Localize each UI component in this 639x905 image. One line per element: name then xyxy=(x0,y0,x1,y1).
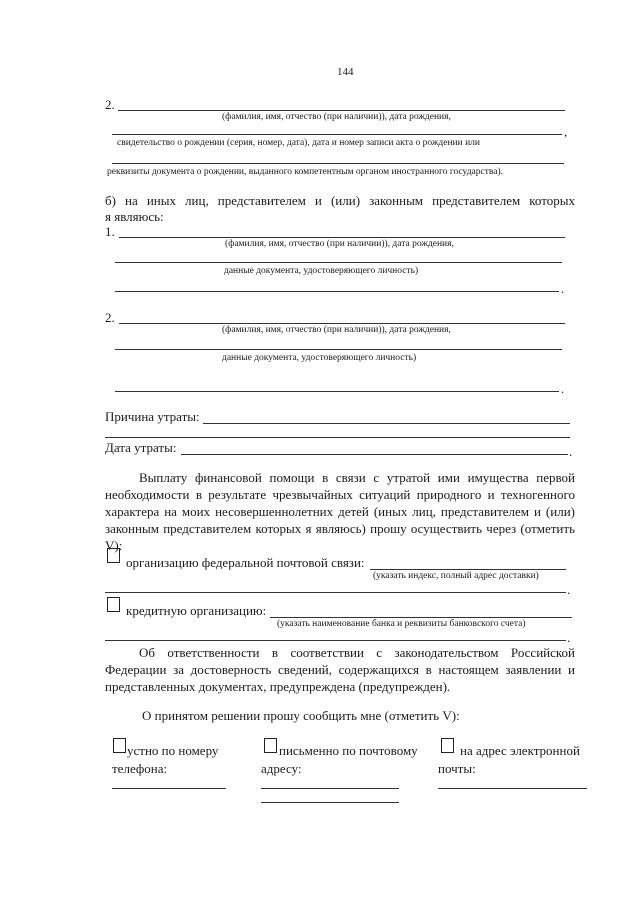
certificate-field[interactable] xyxy=(112,134,562,135)
postal-address-field-cont[interactable] xyxy=(105,592,566,593)
postal-address-field-cont[interactable] xyxy=(261,802,399,803)
document-field[interactable] xyxy=(115,349,562,350)
end-dot: . xyxy=(567,582,571,597)
name-caption: (фамилия, имя, отчество (при наличии)), дата рождения, xyxy=(222,112,451,122)
name-caption: (фамилия, имя, отчество (при наличии)), дата рождения, xyxy=(222,325,451,335)
loss-date-label: Дата утраты: xyxy=(105,440,177,455)
end-dot: . xyxy=(561,281,565,296)
section-b-heading: б) на иных лиц, представителем и (или) законным представителем которых xyxy=(105,193,575,208)
loss-reason-field[interactable] xyxy=(203,423,570,424)
postal-address-field[interactable] xyxy=(370,569,566,570)
notification-heading: О принятом решении прошу сообщить мне (отметить V): xyxy=(142,708,460,723)
post-option-label: письменно по почтовому xyxy=(279,743,418,758)
loss-reason-label: Причина утраты: xyxy=(105,409,200,424)
end-dot: . xyxy=(567,630,571,645)
foreign-doc-caption: реквизиты документа о рождении, выданного компетентным органом иностранного государства). xyxy=(107,167,503,177)
name-field[interactable] xyxy=(119,323,565,324)
comma: , xyxy=(564,124,568,139)
credit-details-field-cont[interactable] xyxy=(105,640,566,641)
credit-caption: (указать наименование банка и реквизиты банковского счета) xyxy=(277,619,526,629)
credit-checkbox[interactable] xyxy=(107,597,120,612)
document-caption: данные документа, удостоверяющего личность) xyxy=(222,353,417,363)
credit-label: кредитную организацию: xyxy=(126,603,267,618)
loss-date-field[interactable] xyxy=(181,454,568,455)
foreign-doc-field[interactable] xyxy=(112,163,564,164)
section-b-heading-cont: я являюсь: xyxy=(105,209,164,224)
name-field[interactable] xyxy=(119,237,565,238)
postal-label: организацию федеральной почтовой связи: xyxy=(126,555,365,570)
certificate-caption: свидетельство о рождении (серия, номер, дата), дата и номер записи акта о рождении или xyxy=(117,138,480,148)
page-number: 144 xyxy=(337,66,354,78)
phone-field[interactable] xyxy=(112,788,226,789)
phone-option-label-cont: телефона: xyxy=(112,761,168,776)
email-option-label: на адрес электронной xyxy=(460,743,580,758)
document-field[interactable] xyxy=(115,262,562,263)
item-number: 1. xyxy=(105,224,115,239)
phone-checkbox[interactable] xyxy=(113,738,126,753)
end-dot: . xyxy=(569,444,573,459)
document-caption: данные документа, удостоверяющего личность) xyxy=(224,266,419,276)
email-option-label-cont: почты: xyxy=(438,761,476,776)
payment-paragraph: Выплату финансовой помощи в связи с утратой ими имущества первой необходимости в результате чрезвычайных ситуаций природного и техногенного характера на моих несовершеннолетних детей (иных лиц, представителем и (или) законным представителем которых я являюсь) прошу осуществить через (отметить V): xyxy=(105,470,575,553)
name-caption: (фамилия, имя, отчество (при наличии)), дата рождения, xyxy=(225,239,454,249)
item-number: 2. xyxy=(105,310,115,325)
phone-option-label: устно по номеру xyxy=(127,743,219,758)
name-field[interactable] xyxy=(118,110,565,111)
postal-checkbox[interactable] xyxy=(107,548,120,563)
responsibility-paragraph: Об ответственности в соответствии с законодательством Российской Федерации за достоверность сведений, содержащихся в настоящем заявлении и представленных документах, предупреждена (предупрежден). xyxy=(105,645,575,694)
document-field-cont[interactable] xyxy=(115,291,559,292)
postal-address-field[interactable] xyxy=(261,788,399,789)
post-checkbox[interactable] xyxy=(264,738,277,753)
email-field[interactable] xyxy=(438,788,587,789)
postal-caption: (указать индекс, полный адрес доставки) xyxy=(373,571,539,581)
document-field-cont[interactable] xyxy=(115,391,559,392)
end-dot: . xyxy=(561,381,565,396)
post-option-label-cont: адресу: xyxy=(261,761,302,776)
email-checkbox[interactable] xyxy=(441,738,454,753)
credit-details-field[interactable] xyxy=(270,617,572,618)
loss-reason-field-cont[interactable] xyxy=(105,437,570,438)
item-number: 2. xyxy=(105,97,115,112)
